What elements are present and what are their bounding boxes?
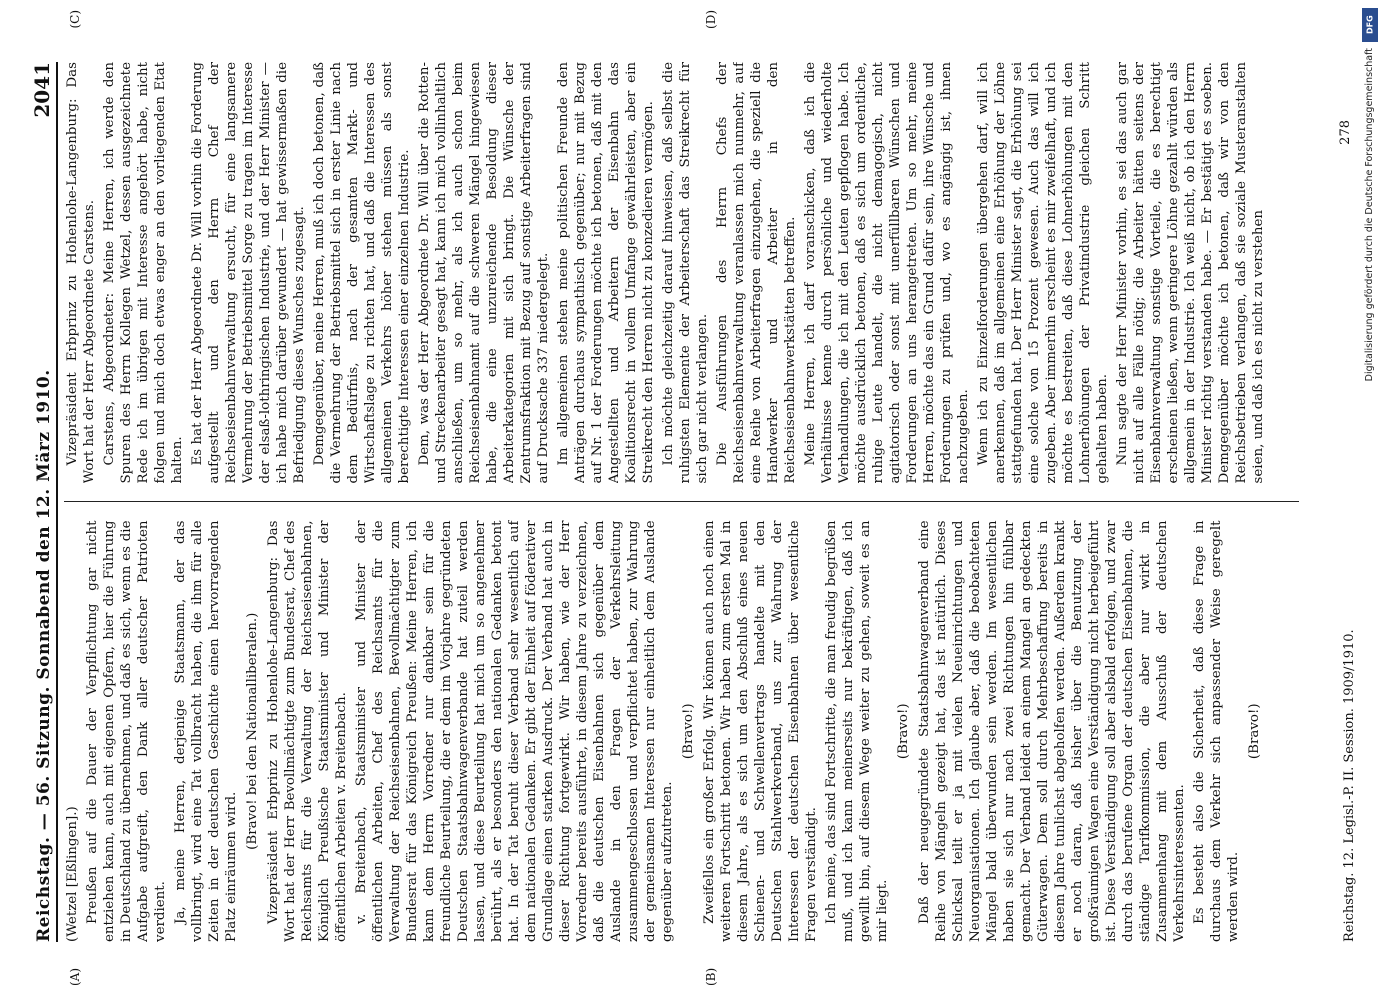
paragraph: Demgegenüber, meine Herren, muß ich doch betonen, daß die Vermehrung der Betriebsmittel sich in erster Linie nach dem Bedürfnis, nach der gesamten Markt- und Wirtschaftslage zu richten hat, und daß die Interessen des allgemeinen Verkehrs höher stehen müssen als sonst berechtigte Interessen einer einzelnen Industrie. <box>312 62 412 484</box>
column-divider <box>64 502 1299 503</box>
interjection: (Bravo!) <box>681 703 696 760</box>
paragraph: Die Ausführungen des Herrn Chefs der Reichseisenbahnverwaltung veranlassen mich nunmehr, auf eine Reihe von Arbeiterfragen einzugehen, die speziell die Handwerker und Arbeiter in den Reichseisenbahnwerkstätten betreffen. <box>715 62 798 484</box>
text-columns <box>64 10 1299 986</box>
paragraph: Ich meine, das sind Fortschritte, die man freudig begrüßen muß, und ich kann meinerseits nur bekräftigen, daß ich gewillt bin, auf diesem Wege weiter zu gehen, soweit es an mir liegt. <box>824 520 890 942</box>
dfg-credit-text: Digitalisierung gefördert durch die Deutsche Forschungsgemeinschaft <box>1364 48 1375 382</box>
paragraph: Es besteht also die Sicherheit, daß diese Frage in durchaus dem Verkehr sich anpassender Weise geregelt werden wird. <box>1192 520 1241 942</box>
page-footer <box>1342 629 1357 942</box>
speaker-reference: (Wetzel [Eßlingen].) <box>65 806 80 942</box>
margin-mark-c: (C) <box>68 10 82 29</box>
paragraph: Nun sagte der Herr Minister vorhin, es sei das auch gar nicht auf alle Fälle nötig; die Arbeiter hätten seitens der Eisenbahnverwaltung sonstige Vorteile, die es berechtigt erscheinen ließen, wenn geringere Löhne gezahlt würden als allgemein in der Industrie. Ich weiß nicht, ob ich den Herrn Minister richtig verstanden habe. — Er bestätigt es soeben. Demgegenüber möchte ich betonen, daß wir von den Reichsbetrieben verlangen, daß sie soziale Musteranstalten seien, und daß ich es nicht zu verstehen <box>1115 62 1266 484</box>
page-header <box>30 62 58 942</box>
paragraph: Vizepräsident Erbprinz zu Hohenlohe-Langenburg: Das Wort hat der Herr Bevollmächtigte zum Bundesrat, Chef des Reichsamts für die Verwaltung der Reichseisenbahnen, Königlich Preußische Staatsminister und Minister der öffentlichen Arbeiten v. Breitenbach. <box>266 520 349 942</box>
paragraph: Dem, was der Herr Abgeordnete Dr. Will über die Rotten- und Streckenarbeiter gesagt hat, kann ich mich vollinhaltlich anschließen, um so mehr, als ich auch schon beim Reichseisenbahnamt auf die schweren Mängel hingewiesen habe, die eine unzureichende Besoldung dieser Arbeiterkategorien mit sich bringt. Die Wünsche der Zentrumsfraktion mit Bezug auf sonstige Arbeiterfragen sind auf Drucksache 337 niedergelegt. <box>417 62 551 484</box>
left-column <box>64 521 1299 943</box>
right-column <box>64 62 1299 484</box>
paragraph: Zweifellos ein großer Erfolg. Wir können auch noch einen weiteren Fortschritt betonen. Wir haben zum ersten Mal in diesem Jahre, als es sich um den Abschluß eines neuen Schienen- und Schwellenvertrags handelte mit den Deutschen Stahlwerkverband, uns zur Wahrung der Interessen der deutschen Eisenbahnen über wesentliche Fragen verständigt. <box>702 520 819 942</box>
paragraph: v. Breitenbach, Staatsminister und Minister der öffentlichen Arbeiten, Chef des Reichsamts für die Verwaltung der Reichseisenbahnen, Bevollmächtigter zum Bundesrat für das Königreich Preußen: Meine Herren, ich kann dem Herrn Vorredner nur dankbar sein für die freundliche Beurteilung, die er dem im Vorjahre gegründeten Deutschen Staatsbahnwagenverbande hat zuteil werden lassen, und diese Beurteilung hat mich um so angenehmer berührt, als er besonders den nationalen Gedanken betont hat. In der Tat beruht dieser Verband sehr wesentlich auf dem nationalen Gedanken. Er gibt der Einheit auf föderativer Grundlage einen starken Ausdruck. Der Verband hat auch in dieser Richtung fortgewirkt. Wir haben, wie der Herr Vorredner bereits ausführte, in diesem Jahre zu verzeichnen, daß die deutschen Eisenbahnen sich gegenüber dem Auslande in den Fragen der Verkehrsleitung zusammengeschlossen und verpflichtet haben, zur Wahrung der gemeinsamen Interessen nur einheitlich dem Auslande gegenüber aufzutreten. <box>354 520 675 942</box>
paragraph: Ich möchte gleichzeitig darauf hinweisen, daß selbst die ruhigsten Elemente der Arbeiterschaft das Streikrecht für sich gar nicht verlangen. <box>661 62 710 484</box>
margin-mark-b: (B) <box>704 967 718 986</box>
paragraph: Preußen auf die Dauer der Verpflichtung gar nicht entziehen kann, auch mit eigenen Opfern, hier die Führung in Deutschland zu übernehmen, und daß es sich, wenn es die Aufgabe aufgreift, den Dank aller deutscher Patrioten verdient. <box>85 520 168 942</box>
paragraph: Es hat der Herr Abgeordnete Dr. Will vorhin die Forderung aufgestellt und den Herrn Chef der Reichseisenbahnverwaltung ersucht, für eine langsamere Vermehrung der Betriebsmittel Sorge zu tragen im Interesse der elsaß-lothringischen Industrie, und der Herr Minister — ich habe mich darüber gewundert — hat gewissermaßen die Befriedigung dieses Wunsches zugesagt. <box>190 62 307 484</box>
dfg-credit-strip <box>1361 8 1379 698</box>
paragraph: Carstens, Abgeordneter: Meine Herren, ich werde den Spuren des Herrn Kollegen Wetzel, dessen ausgezeichnete Rede ich im übrigen mit Interesse angehört habe, nicht folgen und mich doch etwas enger an den vorliegenden Etat halten. <box>102 62 185 484</box>
footer-session-info: Reichstag. 12. Legisl.-P. II. Session. 1909/1910. <box>1342 629 1357 942</box>
footer-page-number: 278 <box>1338 120 1353 145</box>
page-number-header: 2041 <box>30 62 54 118</box>
paragraph: Wenn ich zu Einzelforderungen übergehen darf, will ich anerkennen, daß im allgemeinen eine Erhöhung der Löhne stattgefunden hat. Der Herr Minister sagt, die Erhöhung sei eine solche von 15 Prozent gewesen. Auch das will ich zugeben. Aber immerhin erscheint es mir zweifelhaft, und ich möchte es bestreiten, daß diese Lohnerhöhungen mit den Lohnerhöhungen der Privatindustrie gleichen Schritt gehalten haben. <box>976 62 1110 484</box>
paragraph: Meine Herren, ich darf voranschicken, daß ich die Verhältnisse kenne durch persönliche und wiederholte Verhandlungen, die ich mit den Leuten gepflogen habe. Ich möchte ausdrücklich betonen, daß es sich um ordentliche, ruhige Leute handelt, die nicht demagogisch, nicht agitatorisch oder sonst mit unerfüllbaren Wünschen und Forderungen an uns herangetreten. Um so mehr, meine Herren, möchte das ein Grund dafür sein, ihre Wünsche und Forderungen zu prüfen und, wo es angängig ist, ihnen nachzugeben. <box>803 62 971 484</box>
running-header: Reichstag. — 56. Sitzung. Sonnabend den 12. März 1910. <box>34 369 54 942</box>
paragraph: Im allgemeinen stehen meine politischen Freunde den Anträgen durchaus sympathisch gegenüber; nur mit Bezug auf Nr. 1 der Forderungen möchte ich betonen, daß mit den Angestellten und Arbeitern der Eisenbahn das Koalitionsrecht in vollem Umfange gewährleisten, aber ein Streikrecht den Herren nicht zu konzedieren vermögen. <box>556 62 656 484</box>
dfg-logo-icon: DFG <box>1362 8 1378 42</box>
interjection: (Bravo!) <box>1247 703 1262 760</box>
interjection: (Bravo! bei den Nationalliberalen.) <box>245 612 260 850</box>
paragraph: Ja, meine Herren, derjenige Staatsmann, der das vollbringt, wird eine Tat vollbracht haben, die ihm für alle Zeiten in der deutschen Geschichte einen hervorragenden Platz einräumen wird. <box>173 520 239 942</box>
interjection: (Bravo!) <box>896 703 911 760</box>
paragraph: Daß der neugegründete Staatsbahnwagenverband eine Reihe von Mängeln gezeigt hat, das ist natürlich. Dieses Schicksal teilt er ja mit vielen Neueinrichtungen und Neuorganisationen. Ich glaube aber, daß die beobachteten Mängel bald überwunden sein werden. Im wesentlichen haben sie sich nur nach zwei Richtungen hin fühlbar gemacht. Der Verband leidet an einem Mangel an gedeckten Güterwagen. Dem soll durch Mehrbeschaffung bereits in diesem Jahre tunlichst abgeholfen werden. Außerdem krankt er noch daran, daß bisher über die Benutzung der großräumigen Wagen eine Verständigung nicht herbeigeführt ist. Diese Verständigung soll aber alsbald erfolgen, und zwar durch das berufene Organ der deutschen Eisenbahnen, die ständige Tarifkommission, die aber nur wirkt in Zusammenhang mit dem Ausschuß der deutschen Verkehrsinteressenten. <box>917 520 1187 942</box>
paragraph: Vizepräsident Erbprinz zu Hohenlohe-Langenburg: Das Wort hat der Herr Abgeordnete Carstens. <box>65 62 97 484</box>
margin-mark-d: (D) <box>704 10 718 29</box>
margin-mark-a: (A) <box>68 967 82 986</box>
